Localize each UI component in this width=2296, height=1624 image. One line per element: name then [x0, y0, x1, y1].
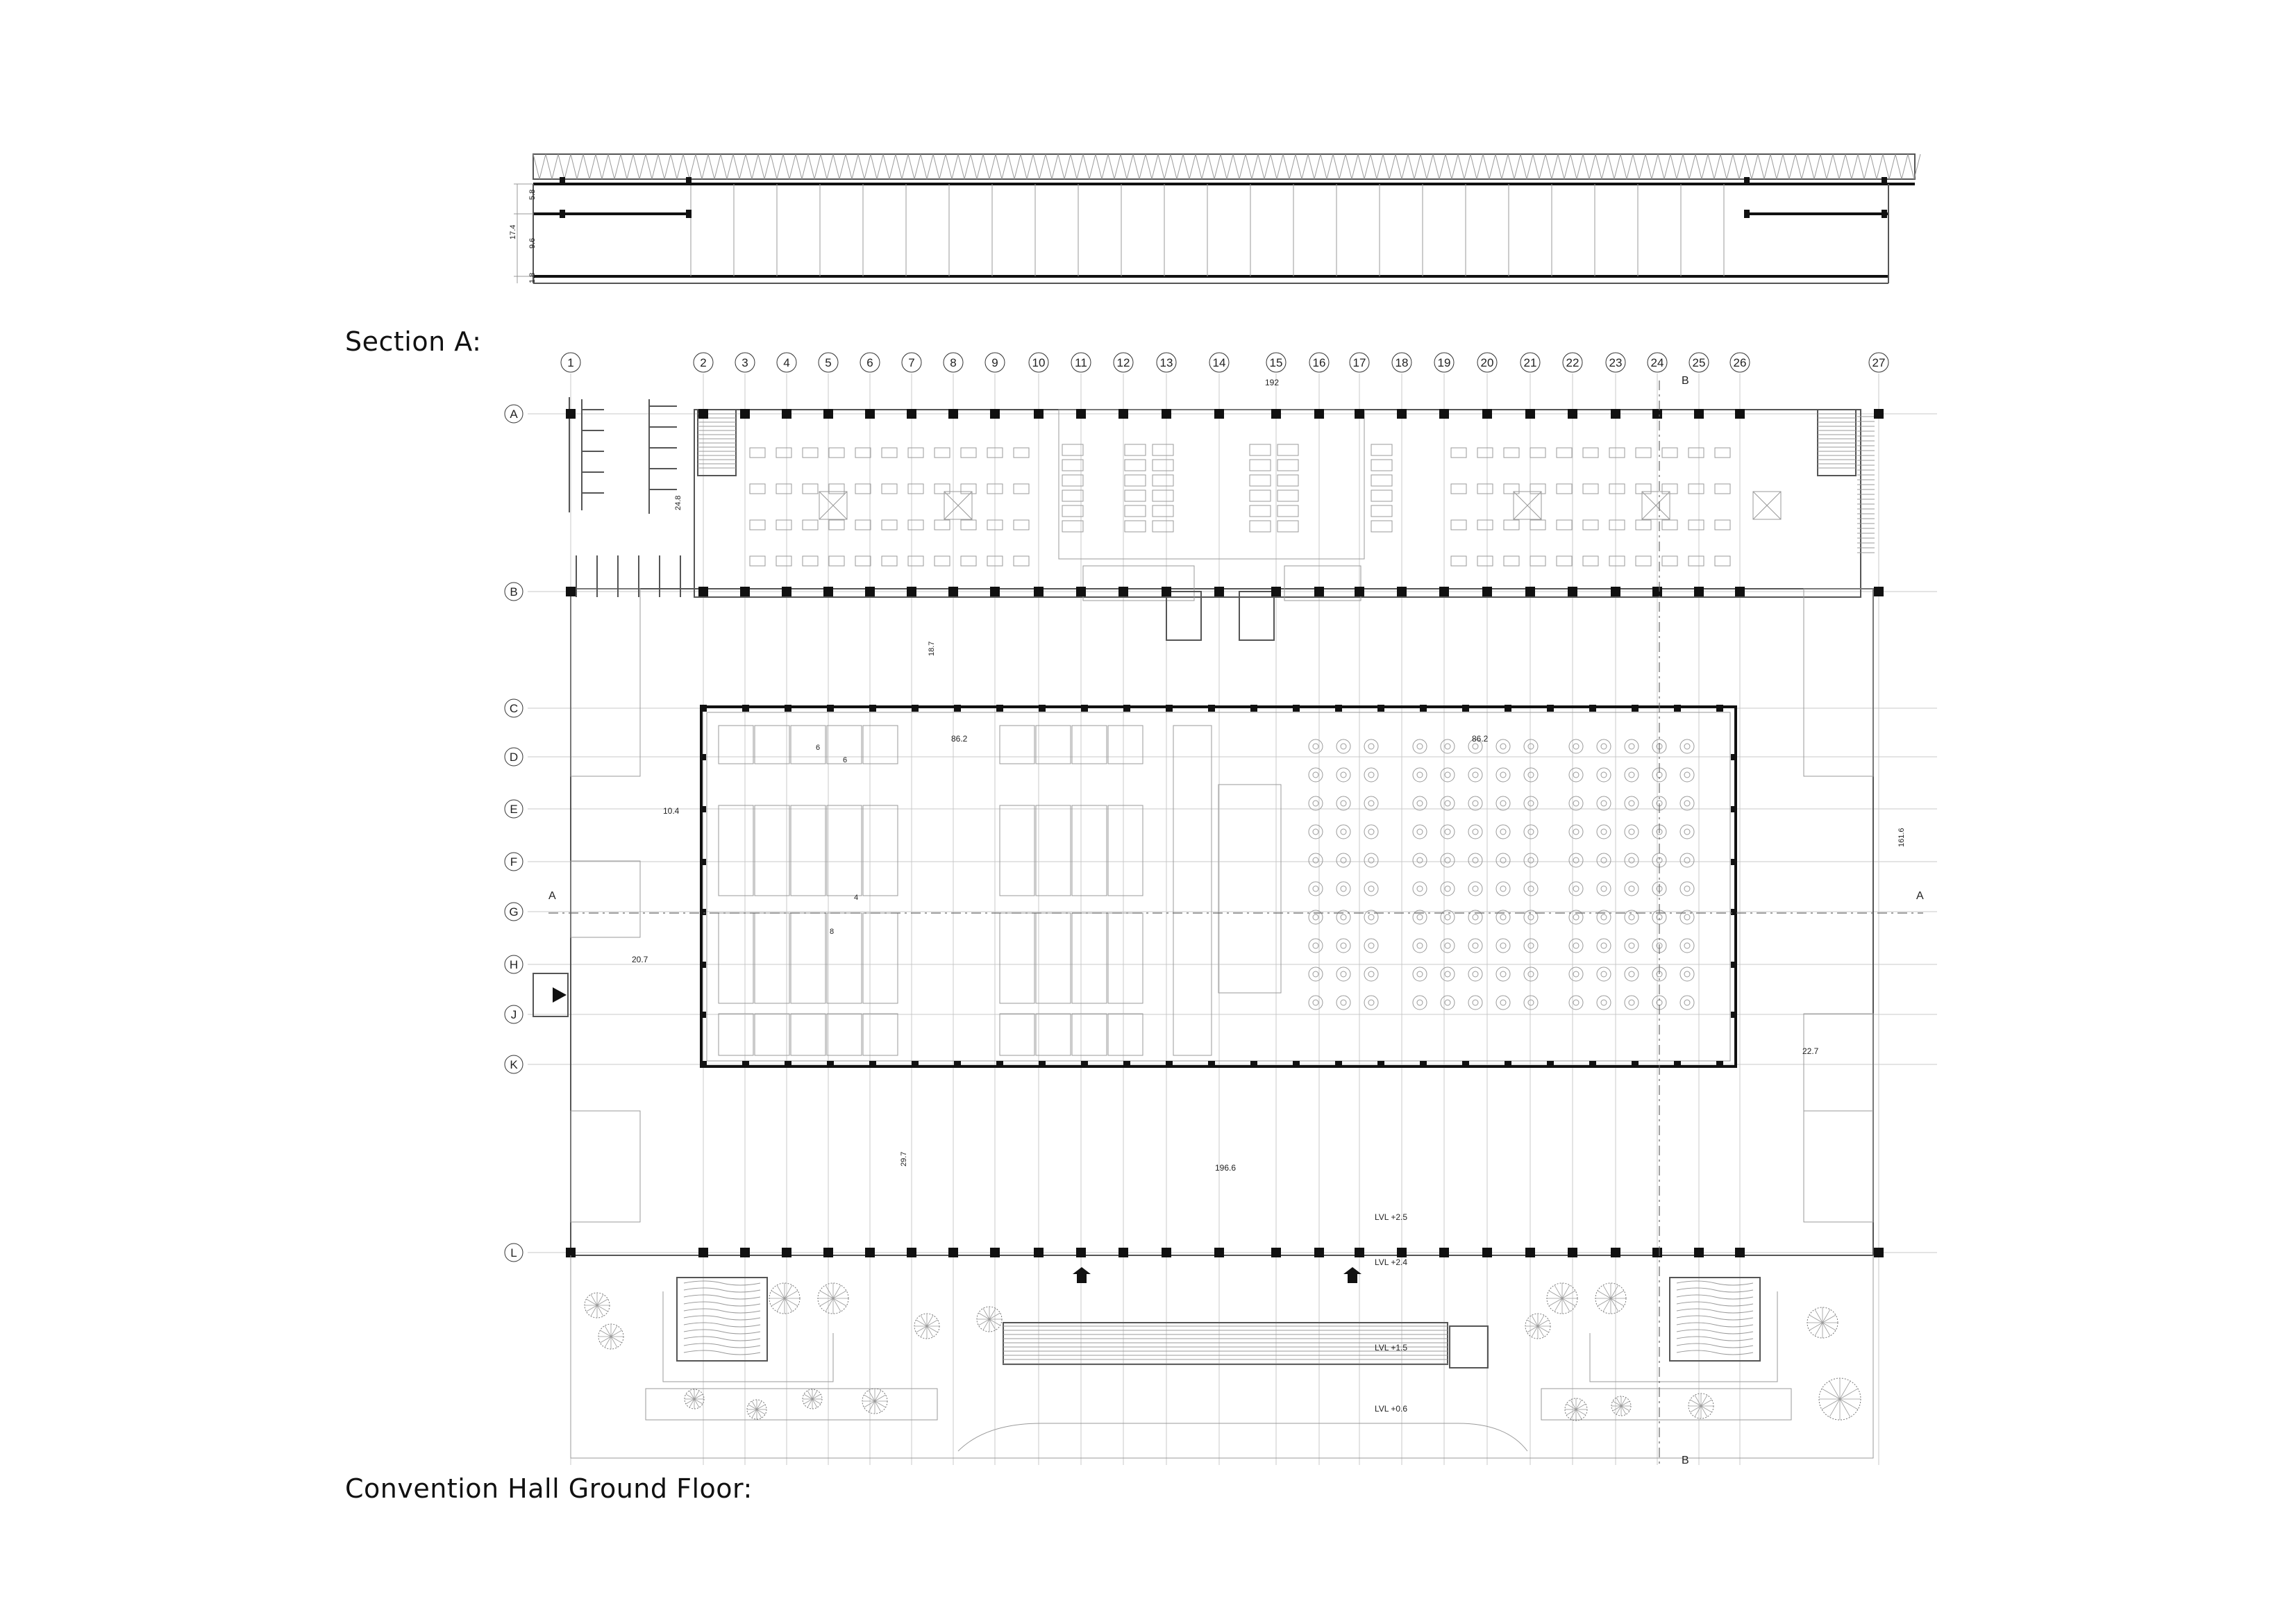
grid-row-label: G: [509, 905, 519, 919]
grid-column-label: 16: [1312, 356, 1326, 369]
section-a-drawing: [509, 154, 1920, 283]
dim-bay-6a: 6: [816, 744, 821, 752]
grid-row-label: F: [510, 855, 518, 869]
grid-row-label: K: [510, 1058, 518, 1071]
dim-hall-right: 86.2: [1472, 734, 1489, 744]
grid-column-label: 15: [1269, 356, 1283, 369]
grid-column-label: 4: [783, 356, 790, 369]
grid-row-label: E: [510, 803, 518, 816]
grid-column-label: 14: [1212, 356, 1226, 369]
grid-row-label: A: [510, 408, 518, 421]
dim-right-height: 161.6: [1897, 828, 1906, 847]
level-label-3: LVL +1.5: [1375, 1343, 1408, 1353]
dim-depth-mid: 18.7: [928, 641, 936, 656]
grid-row-label: D: [509, 751, 519, 764]
grid-column-label: 13: [1159, 356, 1173, 369]
grid-column-label: 24: [1650, 356, 1664, 369]
grid-row-label: H: [509, 958, 519, 971]
grid-row-label: J: [510, 1008, 517, 1021]
grid-column-label: 19: [1437, 356, 1451, 369]
grid-column-label: 22: [1566, 356, 1579, 369]
level-label-2: LVL +2.4: [1375, 1257, 1408, 1267]
dim-plaza-depth: 29.7: [900, 1151, 908, 1166]
section-marker-b-top: B: [1682, 375, 1689, 387]
dim-left-wing: 10.4: [663, 806, 680, 816]
grid-column-label: 2: [700, 356, 707, 369]
grid-column-label: 17: [1352, 356, 1366, 369]
grid-column-label: 7: [908, 356, 915, 369]
dim-top-left: 24.8: [674, 495, 682, 510]
dim-overall-width: 192: [1265, 378, 1280, 387]
grid-column-label: 9: [991, 356, 998, 369]
grid-column-label: 1: [567, 356, 574, 369]
dim-bay-8: 8: [830, 928, 835, 936]
dim-plaza-width: 196.6: [1215, 1163, 1237, 1173]
ground-floor-plan: [505, 353, 1937, 1466]
section-marker-b-bottom: B: [1682, 1455, 1689, 1466]
section-dim-lower: 9.6: [528, 237, 537, 249]
grid-column-label: 10: [1032, 356, 1046, 369]
grid-column-label: 26: [1733, 356, 1747, 369]
grid-column-label: 6: [866, 356, 873, 369]
grid-column-label: 11: [1075, 356, 1087, 369]
dim-right-wing: 22.7: [1802, 1046, 1819, 1056]
section-dim-base: 1.8: [528, 272, 537, 283]
dim-entry-depth: 20.7: [632, 955, 648, 964]
level-label-4: LVL +0.6: [1375, 1404, 1408, 1414]
grid-column-label: 8: [950, 356, 957, 369]
grid-column-label: 3: [741, 356, 748, 369]
dim-bay-6b: 6: [843, 756, 848, 764]
grid-row-label: B: [510, 585, 518, 598]
grid-column-label: 18: [1395, 356, 1409, 369]
level-label-1: LVL +2.5: [1375, 1212, 1408, 1222]
grid-row-label: C: [509, 702, 519, 715]
plan-heading: Convention Hall Ground Floor:: [345, 1473, 753, 1504]
grid-column-label: 5: [825, 356, 832, 369]
grid-column-label: 25: [1692, 356, 1706, 369]
section-dim-upper: 5.8: [528, 189, 537, 200]
grid-column-label: 23: [1609, 356, 1623, 369]
dim-hall-left: 86.2: [951, 734, 968, 744]
section-dim-total: 17.4: [509, 224, 517, 240]
section-marker-a-left: A: [548, 890, 556, 902]
grid-column-label: 27: [1872, 356, 1886, 369]
grid-row-label: L: [510, 1246, 517, 1259]
section-marker-a-right: A: [1916, 890, 1924, 902]
section-heading: Section A:: [345, 326, 482, 357]
grid-column-label: 12: [1116, 356, 1130, 369]
grid-column-label: 21: [1523, 356, 1537, 369]
dim-bay-4: 4: [854, 894, 859, 902]
grid-column-label: 20: [1480, 356, 1494, 369]
